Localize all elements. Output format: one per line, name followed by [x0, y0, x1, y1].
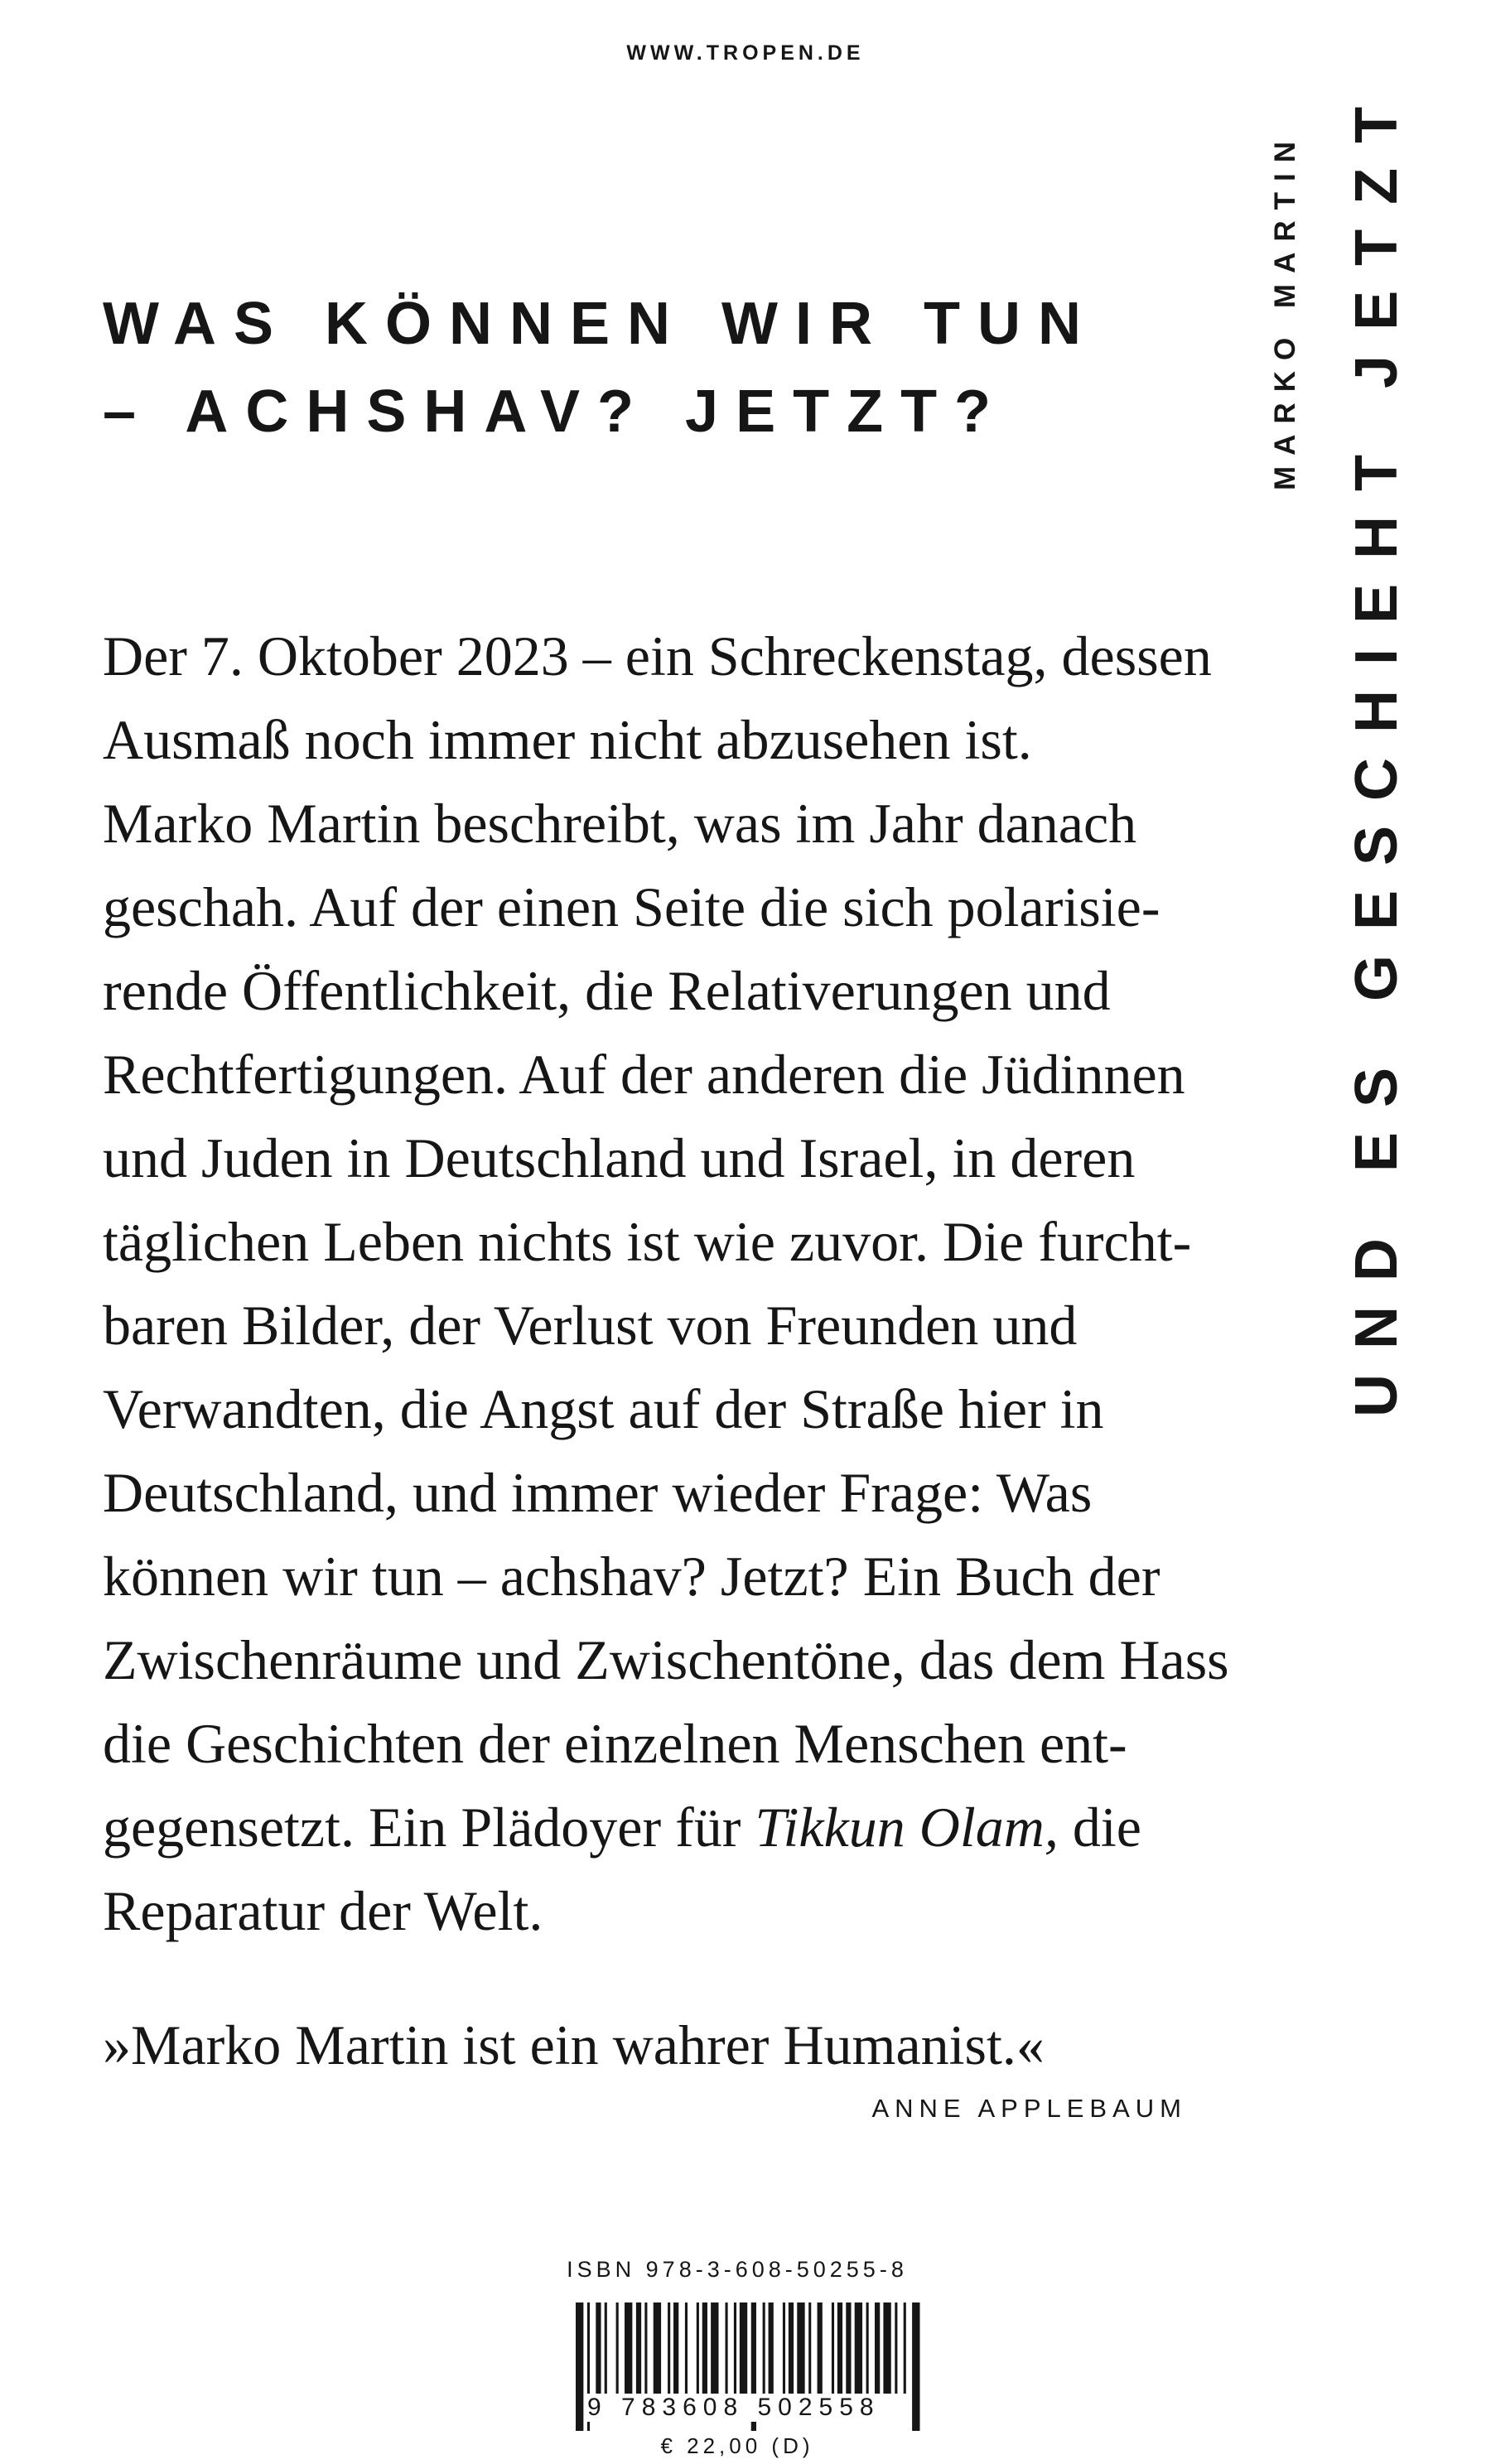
barcode-digits: 9 783608 502558	[584, 2394, 884, 2422]
isbn-label: ISBN 978-3-608-50255-8	[567, 2257, 908, 2282]
blurb-text	[103, 615, 1229, 1953]
barcode-bar	[596, 2302, 601, 2394]
headline	[103, 280, 1262, 456]
barcode-bar	[875, 2302, 880, 2394]
spine-title: UND ES GESCHIEHT JETZT	[1344, 81, 1410, 1418]
headline-line-1: WAS KÖNNEN WIR TUN	[103, 291, 1098, 357]
publisher-url: WWW.TROPEN.DE	[626, 41, 865, 65]
blurb-line: Deutschland, und immer wieder Frage: Was	[103, 1461, 1093, 1524]
barcode-bar	[837, 2302, 842, 2394]
barcode-bar	[855, 2302, 862, 2394]
barcode-bar	[808, 2302, 811, 2394]
blurb-line: baren Bilder, der Verlust von Freunden und	[103, 1294, 1078, 1357]
barcode-bar	[668, 2302, 670, 2394]
barcode-bar	[740, 2302, 747, 2394]
blurb-line: Ausmaß noch immer nicht abzusehen ist.	[103, 708, 1032, 771]
barcode-bar	[866, 2302, 869, 2394]
blurb-line: die Geschichten der einzelnen Menschen ent-	[103, 1712, 1127, 1775]
barcode-bar	[576, 2302, 583, 2431]
blurb-line: Marko Martin beschreibt, was im Jahr danach	[103, 792, 1137, 855]
barcode-bar	[625, 2302, 632, 2394]
spine-author: MARKO MARTIN	[1269, 130, 1301, 491]
barcode-bar	[818, 2302, 823, 2394]
barcode-bar	[685, 2302, 688, 2394]
barcode-bar	[616, 2302, 619, 2394]
barcode-bar	[883, 2302, 890, 2394]
blurb-line: können wir tun – achshav? Jetzt? Ein Buch der	[103, 1545, 1160, 1608]
barcode-bar	[832, 2302, 834, 2394]
blurb-text-segment: gegensetzt. Ein Plädoyer für	[103, 1796, 755, 1859]
blurb-line: Verwandten, die Angst auf der Straße hier in	[103, 1377, 1104, 1440]
quote-author: ANNE APPLEBAUM	[871, 2094, 1187, 2123]
price-label: € 22,00 (D)	[660, 2433, 814, 2458]
barcode-bar	[846, 2302, 851, 2394]
blurb-line: und Juden in Deutschland und Israel, in deren	[103, 1126, 1136, 1189]
barcode-bar	[711, 2302, 718, 2394]
barcode-bar	[912, 2302, 919, 2431]
headline-line-2: – ACHSHAV? JETZT?	[103, 379, 1009, 445]
review-quote: »Marko Martin ist ein wahrer Humanist.«	[103, 2013, 1045, 2076]
barcode-bar	[904, 2302, 906, 2394]
barcode-bar	[769, 2302, 774, 2394]
barcode-bar	[734, 2302, 736, 2394]
blurb-line: Rechtfertigungen. Auf der anderen die Jüdinnen	[103, 1043, 1185, 1106]
blurb-line	[103, 1786, 1188, 1869]
blurb-line: rende Öffentlichkeit, die Relativerungen und	[103, 959, 1111, 1022]
barcode-bar	[726, 2302, 728, 2394]
blurb-line: geschah. Auf der einen Seite die sich polarisie-	[103, 875, 1160, 938]
blurb-line: Zwischenräume und Zwischentöne, das dem Hass	[103, 1628, 1229, 1691]
barcode-bar	[654, 2302, 661, 2394]
barcode-bar	[797, 2302, 804, 2394]
barcode-bar	[789, 2302, 794, 2394]
blurb-text-segment: die	[1058, 1796, 1141, 1859]
barcode-bar	[644, 2302, 647, 2394]
blurb-italic-term: Tikkun Olam,	[755, 1796, 1059, 1859]
blurb-line: Reparatur der Welt.	[103, 1879, 543, 1942]
barcode-bar	[605, 2302, 607, 2394]
barcode-bar	[763, 2302, 765, 2394]
barcode-bar	[636, 2302, 641, 2394]
barcode-bar	[895, 2302, 897, 2394]
barcode-bar	[783, 2302, 785, 2394]
barcode-bar	[697, 2302, 699, 2394]
blurb-line: Der 7. Oktober 2023 – ein Schreckenstag, dessen	[103, 624, 1212, 687]
barcode-bar	[702, 2302, 707, 2394]
barcode-bar	[673, 2302, 678, 2394]
blurb-line: täglichen Leben nichts ist wie zuvor. Die furcht-	[103, 1210, 1192, 1273]
